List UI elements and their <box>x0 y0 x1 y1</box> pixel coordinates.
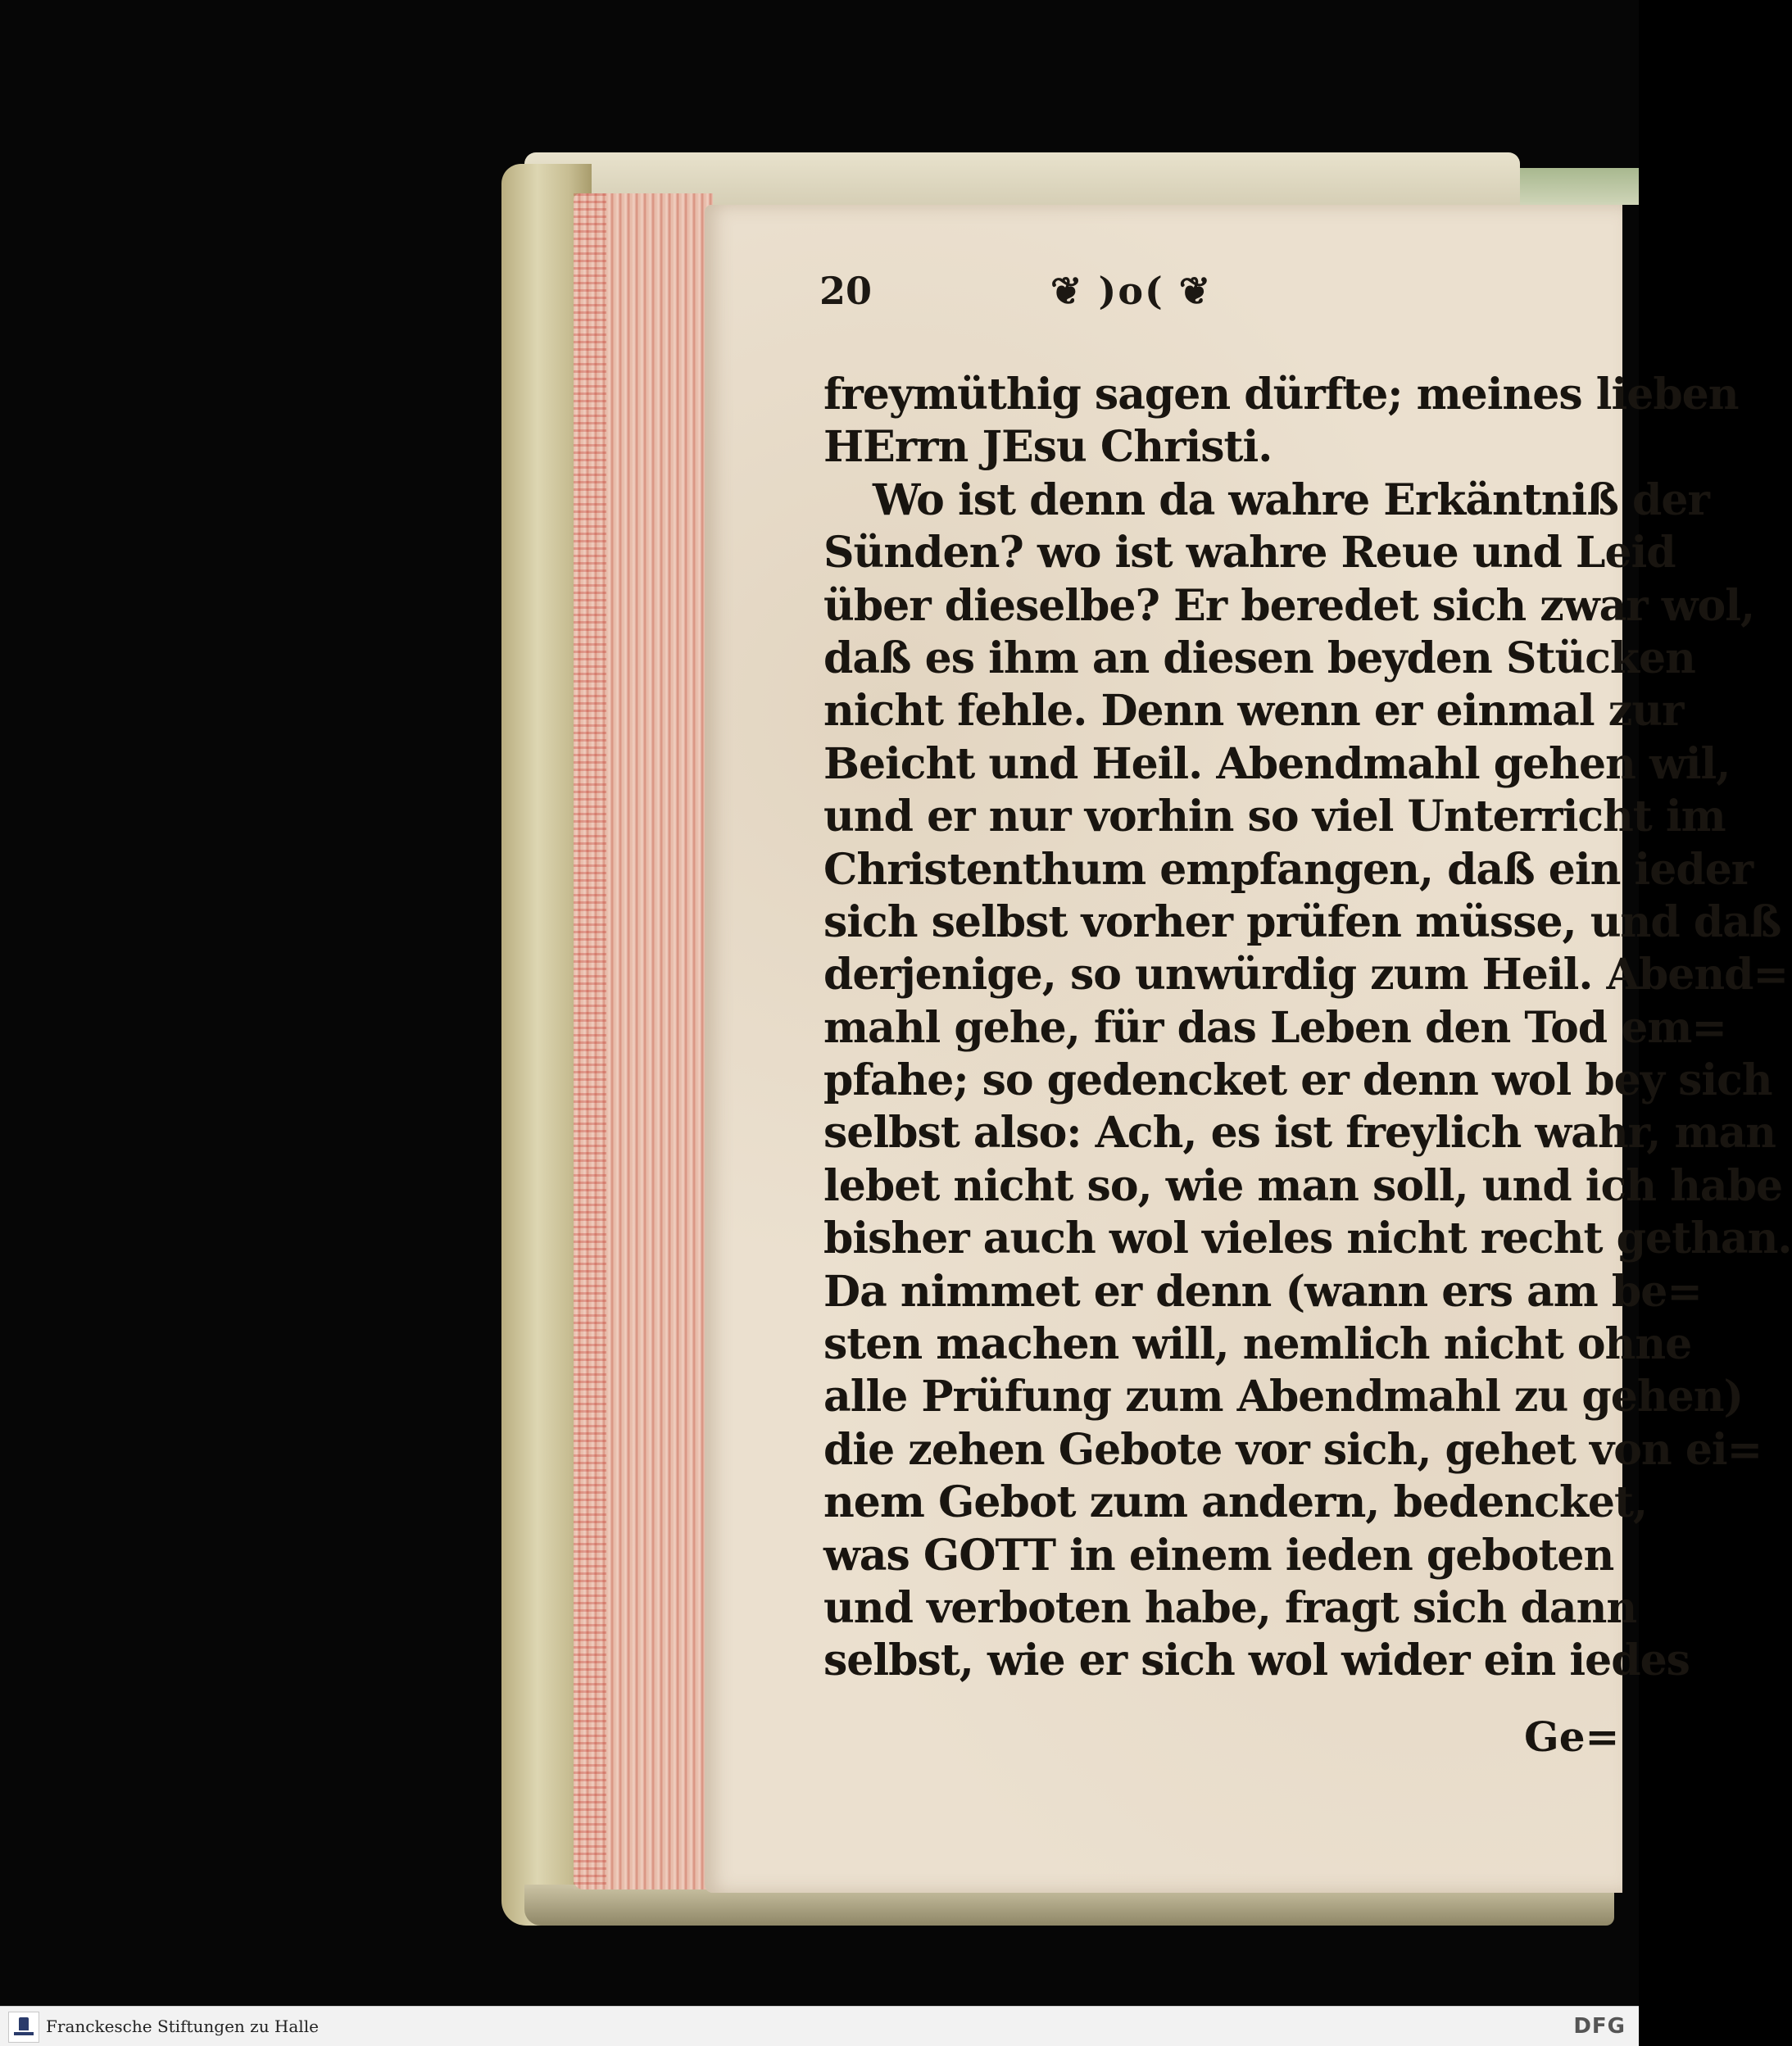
text-line: die zehen Gebote vor sich, gehet von ei= <box>823 1424 1763 1475</box>
text-line: Christenthum empfangen, daß ein ieder <box>823 844 1753 895</box>
catchword: Ge= <box>1524 1713 1620 1761</box>
dfg-logo[interactable]: DFG <box>1573 2014 1626 2039</box>
text-line: HErrn JEsu Christi. <box>823 422 1273 473</box>
text-line: mahl gehe, für das Leben den Tod em= <box>823 1002 1726 1053</box>
text-line: und verboten habe, fragt sich dann <box>823 1582 1637 1633</box>
text-line: Da nimmet er denn (wann ers am be= <box>823 1266 1702 1317</box>
text-line: pfahe; so gedencket er denn wol bey sich <box>823 1055 1772 1106</box>
page-header <box>819 269 1393 326</box>
text-line: nem Gebot zum andern, bedencket, <box>823 1477 1648 1528</box>
page-number: 20 <box>819 269 873 313</box>
logo-base <box>14 2032 34 2035</box>
institution-logo-icon[interactable] <box>8 2012 39 2043</box>
text-line: Sünden? wo ist wahre Reue und Leid <box>823 528 1676 578</box>
text-line: selbst also: Ach, es ist freylich wahr, man <box>823 1108 1776 1159</box>
text-line: was GOTT in einem ieden geboten <box>823 1530 1614 1581</box>
institution-name[interactable]: Franckesche Stiftungen zu Halle <box>46 2017 319 2036</box>
text-line: alle Prüfung zum Abendmahl zu gehen) <box>823 1372 1744 1422</box>
page-edge-shading <box>574 193 606 1889</box>
logo-mark <box>19 2017 29 2030</box>
text-line: bisher auch wol vieles nicht recht gethan. <box>823 1214 1792 1264</box>
bookmark-tab <box>1520 168 1639 205</box>
text-line: derjenige, so unwürdig zum Heil. Abend= <box>823 950 1789 1000</box>
text-line: Beicht und Heil. Abendmahl gehen wil, <box>823 738 1731 789</box>
text-line: selbst, wie er sich wol wider ein iedes <box>823 1635 1690 1686</box>
viewer-footer <box>0 2006 1639 2046</box>
text-line: lebet nicht so, wie man soll, und ich habe <box>823 1160 1783 1211</box>
text-line: daß es ihm an diesen beyden Stücken <box>823 633 1695 683</box>
text-line: Wo ist denn da wahre Erkäntniß der <box>873 474 1709 525</box>
text-line: und er nur vorhin so viel Unterricht im <box>823 792 1726 842</box>
text-line: freymüthig sagen dürfte; meines lieben <box>823 370 1739 420</box>
text-line: sten machen will, nemlich nicht ohne <box>823 1319 1692 1370</box>
header-ornament: ❦ )o( ❦ <box>1050 269 1213 313</box>
text-line: sich selbst vorher prüfen müsse, und daß <box>823 896 1781 947</box>
body-text <box>823 369 1792 1688</box>
text-line: über dieselbe? Er beredet sich zwar wol, <box>823 580 1755 631</box>
text-line: nicht fehle. Denn wenn er einmal zur <box>823 686 1684 737</box>
